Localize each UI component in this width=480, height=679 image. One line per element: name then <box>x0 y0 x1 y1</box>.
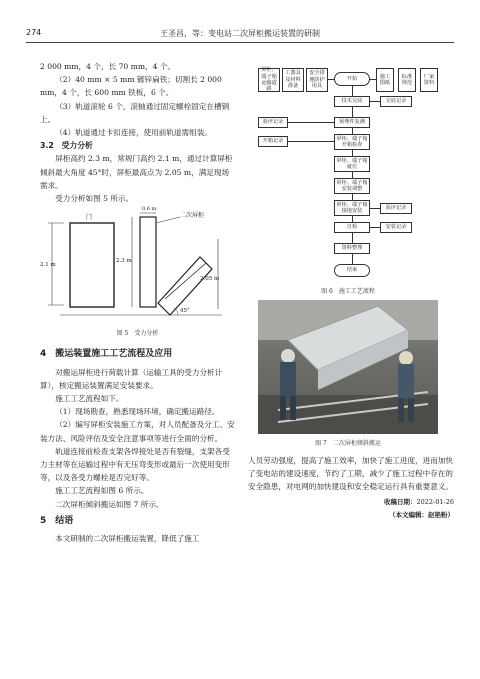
running-title: 王圣昌，等：变电站二次屏柜搬运装置的研制 <box>160 29 320 38</box>
flow-node: 验评记录 <box>380 203 412 214</box>
flow-node: 厂家资料 <box>420 68 438 92</box>
label-door-height: 2.1 m <box>40 262 56 269</box>
header-rule <box>26 42 454 43</box>
left-column <box>40 60 235 545</box>
flow-node-start: 开始 <box>334 72 370 86</box>
paragraph: 施工工艺流程如下。 <box>55 394 124 404</box>
connector <box>288 122 334 123</box>
label-panel-height: 2.3 m <box>116 258 132 265</box>
connector <box>370 101 380 102</box>
figure-6-caption: 图 6 施工工艺流程 <box>321 288 375 295</box>
label-tilt-height: 2.05 m <box>200 276 220 283</box>
figure-5-caption: 图 5 受力分析 <box>116 330 159 338</box>
connector <box>370 227 380 228</box>
flow-node: 屏柜、端子箱安装调整 <box>334 178 370 194</box>
connector <box>328 79 334 80</box>
connector <box>352 107 353 117</box>
paragraph: 本文研制的二次屏柜搬运装置，降低了施工 <box>55 534 200 544</box>
section-heading-4: 4 搬运装置施工工艺流程及应用 <box>40 349 173 360</box>
figure-7-photo <box>258 300 438 434</box>
flow-node: 交底记录 <box>380 96 412 107</box>
paragraph: 施工工艺流程如图 6 所示。 <box>55 486 149 496</box>
paragraph: 二次屏柜倾斜搬运如图 7 所示。 <box>55 499 164 509</box>
panel-transport-illustration <box>258 300 438 434</box>
flow-node: 预埋件复测 <box>334 117 370 128</box>
label-angle: 45° <box>180 308 190 315</box>
received-label: 收稿日期： <box>384 497 417 506</box>
flow-node: 安装记录 <box>380 222 412 233</box>
paragraph: 屏柜高约 2.3 m，常规门高约 2.1 m，通过计算屏柜倾斜最大角度 45°时，屏柜最高点为 2.05 m，满足现场需求。 <box>40 154 233 190</box>
connector <box>352 86 353 96</box>
flow-node-end: 结束 <box>334 264 370 277</box>
list-item: （2）40 mm × 5 mm 镀锌扁铁；切割长 2 000 mm，4 个，长 600 mm 铁板，6 个。 <box>40 75 222 98</box>
flow-node: 标准规范 <box>398 68 416 92</box>
label-panel: 二次屏柜 <box>180 212 205 220</box>
flow-node: 开箱记录 <box>258 136 288 147</box>
received-value: 2022-01-26 <box>416 497 454 506</box>
flow-node: 自检 <box>334 222 370 233</box>
flow-node: 资料整理 <box>334 243 370 254</box>
paragraph: （2）编写屏柜安装施工方案，对人员配备及分工、安装方法、风险评估及安全注意事项等进行全面的分析。 <box>40 420 235 443</box>
flow-node: 技术交底 <box>334 96 370 107</box>
paragraph: 受力分析如图 5 所示。 <box>55 194 134 204</box>
paragraph: 对搬运屏柜进行荷载计算（运输工具的受力分析计算），核定搬运装置满足安装要求。 <box>40 367 223 390</box>
list-item: （3）轨道滚轮 6 个，滚轴通过固定螺栓固定在槽钢上。 <box>40 101 230 124</box>
flow-node: 屏柜、端子箱运输道路 <box>258 68 280 92</box>
figure-7-caption: 图 7 二次屏柜倾斜搬运 <box>315 440 381 447</box>
label-door: 门 <box>86 214 93 222</box>
section-heading-5: 5 结语 <box>40 515 74 526</box>
received-date <box>248 496 454 509</box>
force-analysis-diagram <box>40 209 230 327</box>
page-header <box>26 28 454 44</box>
page-number: 274 <box>26 28 42 37</box>
flow-node: 安全措施防护用具 <box>306 68 328 92</box>
list-item: （4）轨道通过卡扣连接，使用前轨道需组装。 <box>55 128 212 138</box>
flow-node: 屏柜、端子箱接地安装 <box>334 200 370 216</box>
figure-5 <box>40 206 230 327</box>
connector <box>288 141 334 142</box>
editor-note: （本文编辑：赵艳粉） <box>389 510 454 519</box>
connector <box>352 233 353 243</box>
connector <box>352 254 353 264</box>
paragraph: 轨道连接前检查支架各焊接处是否有裂缝，支架各受力主材等在运输过程中有无压弯变形或最后一次使用变形等，以及各受力螺栓是否完好等。 <box>40 446 230 483</box>
flow-node: 验评记录 <box>258 117 288 128</box>
flow-node: 屏柜、端子箱就位 <box>334 156 370 172</box>
paragraph: 人员劳动强度，提高了施工效率，加快了施工进度，进而加快了变电站的建设速度，节约了工期，减少了施工过程中存在的安全隐患，对电网的加快建设和安全稳定运行具有重要意义。 <box>248 456 454 492</box>
connector <box>370 79 376 80</box>
section-heading-3-2: 3.2 受力分析 <box>40 141 93 151</box>
figure-6-flowchart <box>258 68 438 284</box>
label-width: 0.6 m <box>142 206 157 213</box>
flow-node: 工器具及材料准备 <box>282 68 304 92</box>
paragraph: （1）现场勘查，熟悉现场环境，确定搬运路径。 <box>55 407 220 417</box>
right-column-text <box>248 454 454 522</box>
connector <box>370 208 380 209</box>
list-item: 2 000 mm，4 个，长 70 mm，4 个。 <box>40 62 176 71</box>
flow-node: 施工图纸 <box>376 68 394 92</box>
flow-node: 屏柜、端子箱开箱检查 <box>334 134 370 150</box>
